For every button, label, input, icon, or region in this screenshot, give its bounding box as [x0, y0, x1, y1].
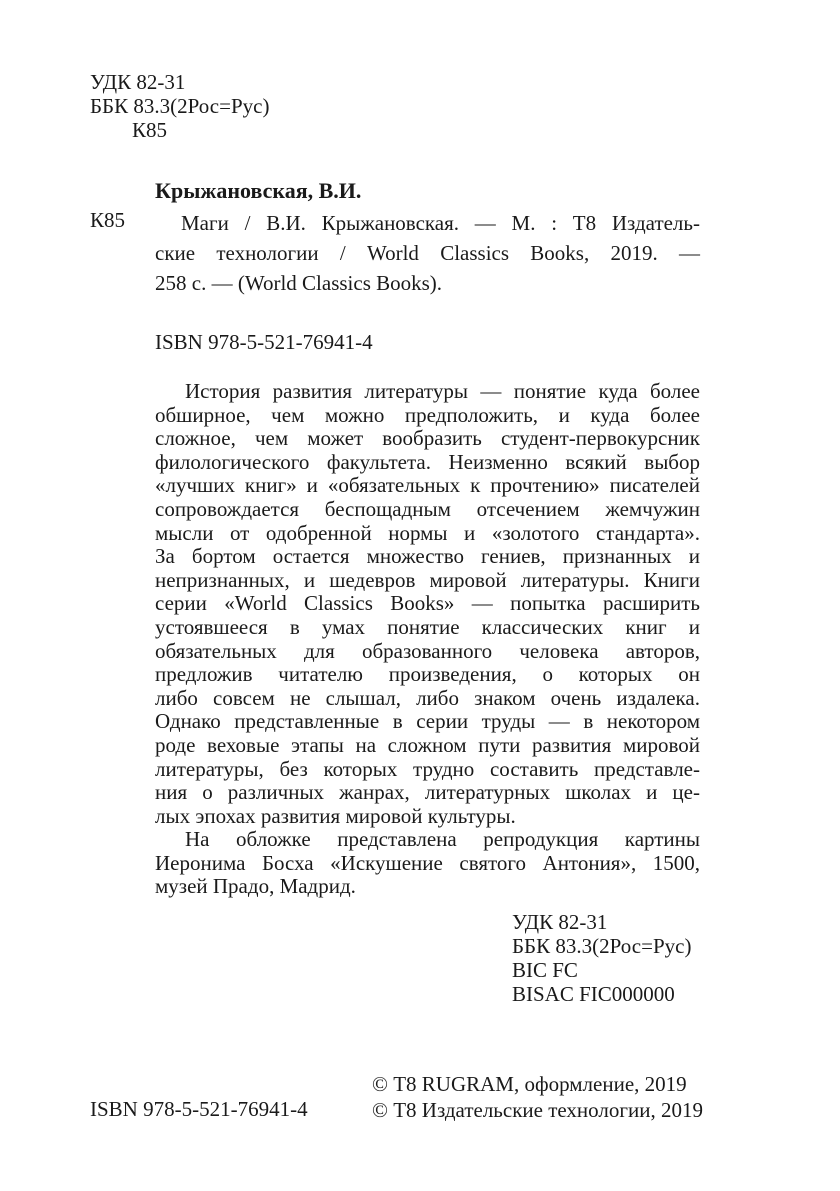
biblio-line: 258 с. — (World Classics Books).	[155, 271, 443, 295]
copyright-block	[372, 1071, 703, 1123]
annotation-text	[155, 380, 700, 899]
annotation-line: На обложке представлена репродукция картины	[185, 827, 700, 852]
annotation-line: роде веховые этапы на сложном пути развития мировой	[155, 732, 700, 757]
annotation-line: предложив читателю произведения, о которых он	[155, 662, 700, 687]
annotation-line: лых эпохах развития мировой культуры.	[155, 803, 516, 828]
annotation-line: Однако представленные в серии труды — в некотором	[155, 709, 700, 734]
udk-code: УДК 82-31	[90, 70, 186, 94]
biblio-line: ские технологии / World Classics Books, 2019. —	[155, 241, 700, 265]
annotation-line: Иеронима Босха «Искушение святого Антония», 1500,	[155, 850, 700, 875]
annotation-line: литературы, без которых трудно составить представле-	[155, 756, 700, 781]
annotation-line: устоявшееся в умах понятие классических книг и	[155, 614, 700, 639]
record-author-mark: К85	[90, 208, 126, 232]
annotation-line: ния о различных жанрах, литературных школах и це-	[155, 780, 700, 805]
bibliographic-description	[155, 208, 700, 298]
bbk-code: ББК 83.3(2Рос=Рус)	[512, 934, 692, 958]
author-mark: К85	[132, 118, 168, 142]
annotation-line: История развития литературы — понятие куда более	[185, 379, 700, 403]
classification-codes-bottom	[512, 910, 691, 1006]
author-heading: Крыжановская, В.И.	[155, 178, 362, 203]
annotation-line: «лучших книг» и «обязательных к прочтению» писателей	[155, 473, 700, 498]
isbn-record: ISBN 978-5-521-76941-4	[155, 330, 373, 354]
isbn-footer: ISBN 978-5-521-76941-4	[90, 1097, 308, 1121]
copyright-line: © Т8 RUGRAM, оформление, 2019	[372, 1072, 687, 1096]
biblio-line: Маги / В.И. Крыжановская. — М. : Т8 Издатель-	[181, 211, 700, 235]
bbk-code: ББК 83.3(2Рос=Рус)	[90, 94, 270, 118]
annotation-line: непризнанных, и шедевров мировой литературы. Книги	[155, 567, 700, 592]
annotation-line: За бортом остается множество гениев, признанных и	[155, 544, 700, 569]
annotation-line: серии «World Classics Books» — попытка расширить	[155, 591, 700, 616]
bic-code: BIC FC	[512, 958, 578, 982]
classification-codes-top	[90, 70, 269, 142]
annotation-line: обширное, чем можно предположить, и куда более	[155, 402, 700, 427]
annotation-line: сопровождается беспощадным отсечением жемчужин	[155, 496, 700, 521]
annotation-line: либо совсем не слышал, либо знаком очень издалека.	[155, 685, 700, 710]
annotation-line: филологического факультета. Неизменно всякий выбор	[155, 449, 700, 474]
annotation-line: мысли от одобренной нормы и «золотого стандарта».	[155, 520, 700, 545]
annotation-line: обязательных для образованного человека авторов,	[155, 638, 700, 663]
udk-code: УДК 82-31	[512, 910, 608, 934]
annotation-line: музей Прадо, Мадрид.	[155, 874, 356, 899]
bisac-code: BISAC FIC000000	[512, 982, 675, 1006]
annotation-line: сложное, чем может вообразить студент-первокурсник	[155, 426, 700, 451]
copyright-line: © Т8 Издательские технологии, 2019	[372, 1098, 703, 1122]
